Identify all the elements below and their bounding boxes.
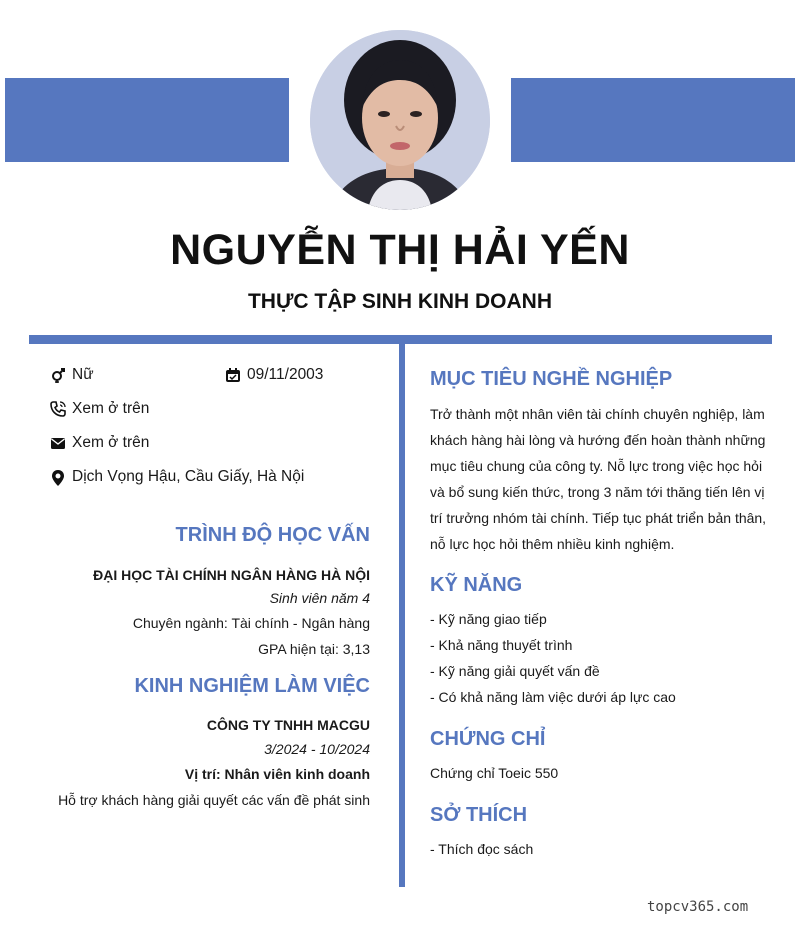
experience-title: KINH NGHIỆM LÀM VIỆC — [134, 675, 370, 697]
gender-row — [50, 366, 94, 384]
skills-title: KỸ NĂNG — [430, 574, 523, 596]
header-band-left — [5, 78, 289, 162]
list-item: Chứng chỉ Toeic 550 — [430, 765, 559, 781]
gender-value: Nữ — [72, 366, 94, 383]
email-row — [50, 434, 149, 452]
hobbies-title: SỞ THÍCH — [430, 804, 528, 826]
calendar-icon — [225, 367, 241, 383]
profile-photo — [310, 30, 490, 210]
list-item: - Khả năng thuyết trình — [430, 637, 573, 653]
header-band-right — [511, 78, 795, 162]
map-pin-icon — [50, 469, 66, 485]
list-item: - Kỹ năng giải quyết vấn đề — [430, 663, 600, 679]
address-value: Dịch Vọng Hậu, Cầu Giấy, Hà Nội — [72, 468, 305, 485]
experience-period: 3/2024 - 10/2024 — [264, 741, 370, 757]
list-item: - Kỹ năng giao tiếp — [430, 611, 547, 627]
education-school: ĐẠI HỌC TÀI CHÍNH NGÂN HÀNG HÀ NỘI — [93, 567, 370, 583]
certificates-title: CHỨNG CHỈ — [430, 728, 546, 750]
education-year: Sinh viên năm 4 — [269, 590, 370, 606]
phone-icon — [50, 401, 66, 417]
birthday-value: 09/11/2003 — [247, 366, 324, 383]
education-gpa: GPA hiện tại: 3,13 — [258, 641, 370, 657]
skills-list — [430, 606, 676, 710]
gender-icon — [50, 367, 66, 383]
experience-company: CÔNG TY TNHH MACGU — [206, 717, 370, 733]
list-item: - Thích đọc sách — [430, 841, 534, 857]
birthday-row — [225, 366, 323, 384]
objective-text: Trở thành một nhân viên tài chính chuyên nghiệp, làm khách hàng hài lòng và hướng đến hoàn thành những mục tiêu chung của công ty. Nỗ lực trong việc học hỏi và bổ sung kiến thức, trong 3 năm tới thăng tiến lên vị trí trưởng nhóm tài chính. Tiếp tục phát triển bản thân, nỗ lực học hỏi thêm nhiều kinh nghiệm. — [430, 406, 767, 552]
education-major: Chuyên ngành: Tài chính - Ngân hàng — [132, 615, 370, 631]
horizontal-divider — [29, 335, 772, 344]
job-position: THỰC TẬP SINH KINH DOANH — [247, 290, 553, 313]
watermark: topcv365.com — [647, 899, 749, 915]
address-row — [50, 468, 304, 486]
phone-row — [50, 400, 149, 418]
list-item: - Có khả năng làm việc dưới áp lực cao — [430, 689, 676, 705]
candidate-name: NGUYỄN THỊ HẢI YẾN — [170, 226, 630, 274]
hobbies-list — [430, 836, 533, 862]
vertical-divider — [399, 344, 405, 887]
experience-description: Hỗ trợ khách hàng giải quyết các vấn đề phát sinh — [58, 792, 370, 808]
experience-role: Vị trí: Nhân viên kinh doanh — [184, 766, 370, 782]
email-value: Xem ở trên — [72, 434, 150, 451]
phone-value: Xem ở trên — [72, 400, 150, 417]
education-title: TRÌNH ĐỘ HỌC VẤN — [175, 524, 370, 546]
objective-title: MỤC TIÊU NGHỀ NGHIỆP — [430, 368, 673, 390]
envelope-icon — [50, 435, 66, 451]
certificates-list — [430, 760, 558, 786]
